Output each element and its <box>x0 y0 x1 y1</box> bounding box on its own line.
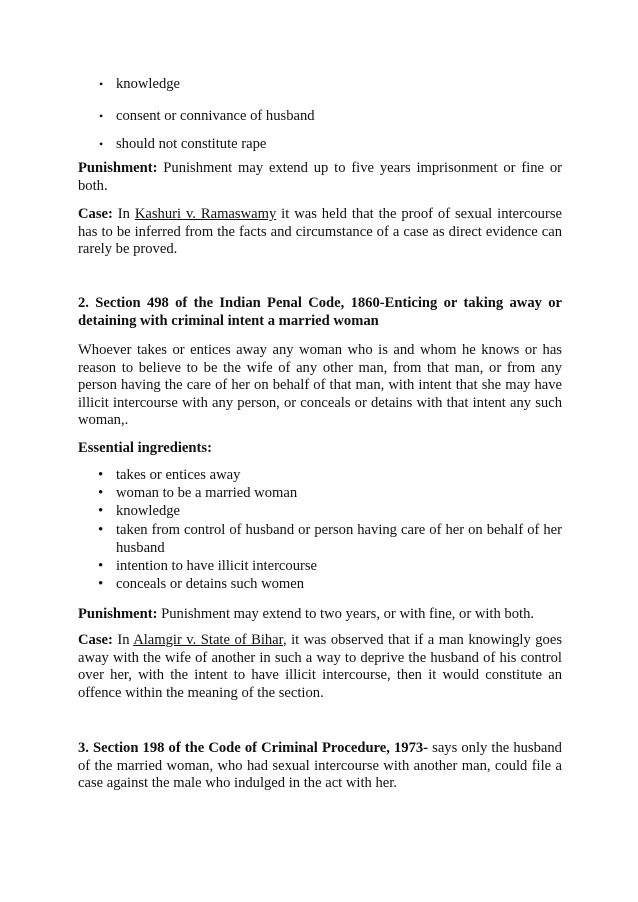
case-label: Case: <box>78 206 113 222</box>
case-name-link[interactable]: Kashuri v. Ramaswamy <box>134 206 277 222</box>
case-text: In <box>112 206 135 222</box>
case-text: In <box>112 632 134 648</box>
case-paragraph-1 <box>78 206 562 259</box>
list-item: • intention to have illicit intercourse <box>78 557 562 575</box>
section-2-body: Whoever takes or entices away any woman who is and whom he knows or has reason to believe to be the wife of any other man, from that man, or from any person having the care of her on behalf of that man, with intent that she may have illicit intercourse with any person, or conceals or detains with that intent any such woman,. <box>78 342 562 429</box>
list-item: • takes or entices away <box>78 466 562 484</box>
list-item: • woman to be a married woman <box>78 484 562 502</box>
list-item: • taken from control of husband or person having care of her on behalf of her husband <box>78 521 562 557</box>
punishment-text: Punishment may extend to two years, or with fine, or with both. <box>157 606 535 622</box>
punishment-paragraph-1 <box>78 160 562 195</box>
ingredients-heading <box>78 440 562 458</box>
case-text: , it was observed that if a man knowingly goes away with the wife of another in such a way to deprive the husband of his control over her, with the intent to have illicit intercourse, then it would constitute an offence within the meaning of the section. <box>78 632 562 701</box>
section-3-text: says only the husband of the married woman, who had sexual intercourse with another man, could file a case against the male who indulged in the act with her. <box>78 740 562 792</box>
punishment-paragraph-2 <box>78 606 562 624</box>
case-label: Case: <box>78 632 113 648</box>
section-3-heading: 3. Section 198 of the Code of Criminal Procedure, 1973- <box>78 740 429 756</box>
punishment-label: Punishment: <box>78 606 158 622</box>
section-2-heading: 2. Section 498 of the Indian Penal Code, 1860-Enticing or taking away or detaining with criminal intent a married woman <box>78 295 562 329</box>
list-item: • conceals or detains such women <box>78 575 562 593</box>
section-3-paragraph <box>78 740 562 793</box>
punishment-label: Punishment: <box>78 160 158 176</box>
list-item: • consent or connivance of husband <box>78 108 562 136</box>
punishment-text: Punishment may extend up to five years imprisonment or fine or both. <box>78 160 562 194</box>
ingredients-label: Essential ingredients: <box>78 440 212 456</box>
case-name-link[interactable]: Alamgir v. State of Bihar <box>133 632 283 648</box>
top-bullet-list <box>78 76 562 154</box>
case-paragraph-2 <box>78 632 562 702</box>
list-item: • should not constitute rape <box>78 136 562 154</box>
list-item: • knowledge <box>78 76 562 108</box>
list-item: • knowledge <box>78 502 562 520</box>
ingredients-list <box>78 466 562 593</box>
case-text: it was held that the proof of sexual intercourse has to be inferred from the facts and circumstance of a case as direct evidence can rarely be proved. <box>78 206 562 258</box>
